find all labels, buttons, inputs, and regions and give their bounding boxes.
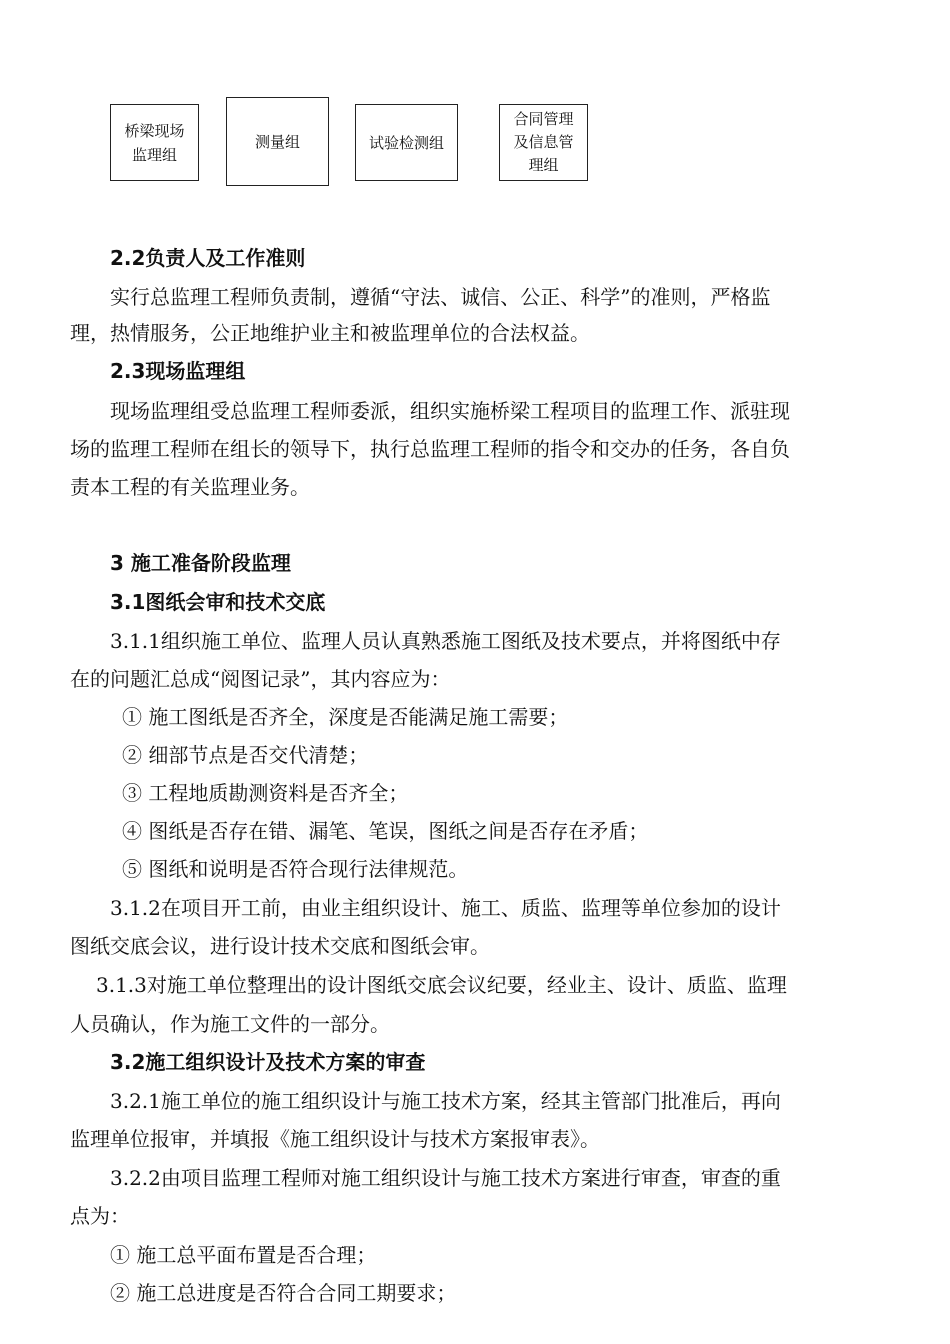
list-item: ① 施工图纸是否齐全，深度是否能满足施工需要；	[122, 705, 569, 729]
paragraph-line: 点为：	[70, 1204, 130, 1228]
paragraph-line: 3.1.3对施工单位整理出的设计图纸交底会议纪要，经业主、设计、质监、监理	[96, 973, 787, 997]
org-box-testing	[355, 104, 458, 181]
paragraph-line: 图纸交底会议，进行设计技术交底和图纸会审。	[70, 934, 490, 958]
org-box-line: 及信息管	[513, 133, 574, 151]
list-item: ③ 工程地质勘测资料是否齐全；	[122, 781, 409, 805]
org-box-survey	[226, 97, 329, 186]
paragraph-line: 3.2.2由项目监理工程师对施工组织设计与施工技术方案进行审查，审查的重	[110, 1166, 781, 1190]
paragraph-line: 3.1.2在项目开工前，由业主组织设计、施工、质监、监理等单位参加的设计	[110, 896, 781, 920]
section-heading-3-2: 3.2施工组织设计及技术方案的审查	[110, 1050, 426, 1074]
paragraph-line: 责本工程的有关监理业务。	[70, 475, 310, 499]
org-box-bridge-site	[110, 104, 199, 181]
paragraph-line: 理，热情服务，公正地维护业主和被监理单位的合法权益。	[70, 321, 590, 345]
paragraph-line: 监理单位报审，并填报《施工组织设计与技术方案报审表》。	[70, 1127, 600, 1151]
section-heading-3-1: 3.1图纸会审和技术交底	[110, 590, 326, 614]
list-item: ⑤ 图纸和说明是否符合现行法律规范。	[122, 857, 469, 881]
list-item: ① 施工总平面布置是否合理；	[110, 1243, 377, 1267]
paragraph-line: 实行总监理工程师负责制，遵循“守法、诚信、公正、科学”的准则，严格监	[110, 285, 771, 309]
org-box-line: 桥梁现场	[124, 121, 185, 140]
chapter-heading-3: 3 施工准备阶段监理	[110, 551, 291, 575]
paragraph-line: 3.1.1组织施工单位、监理人员认真熟悉施工图纸及技术要点，并将图纸中存	[110, 629, 781, 653]
paragraph-line: 人员确认，作为施工文件的一部分。	[70, 1012, 390, 1036]
org-box-line: 试验检测组	[368, 133, 444, 152]
list-item: ④ 图纸是否存在错、漏笔、笔误，图纸之间是否存在矛盾；	[122, 819, 649, 843]
org-box-line: 合同管理	[513, 110, 574, 128]
org-box-line: 理组	[528, 156, 559, 174]
org-box-line: 监理组	[131, 145, 177, 164]
list-item: ② 细部节点是否交代清楚；	[122, 743, 369, 767]
section-heading-2-3: 2.3现场监理组	[110, 359, 246, 383]
org-box-line: 测量组	[254, 132, 300, 151]
paragraph-line: 现场监理组受总监理工程师委派，组织实施桥梁工程项目的监理工作、派驻现	[110, 399, 790, 423]
paragraph-line: 3.2.1施工单位的施工组织设计与施工技术方案，经其主管部门批准后，再向	[110, 1089, 781, 1113]
list-item: ② 施工总进度是否符合合同工期要求；	[110, 1281, 457, 1305]
section-heading-2-2: 2.2负责人及工作准则	[110, 246, 306, 270]
paragraph-line: 场的监理工程师在组长的领导下，执行总监理工程师的指令和交办的任务，各自负	[70, 437, 790, 461]
paragraph-line: 在的问题汇总成“阅图记录”，其内容应为：	[70, 667, 451, 691]
org-box-contract	[499, 104, 588, 181]
